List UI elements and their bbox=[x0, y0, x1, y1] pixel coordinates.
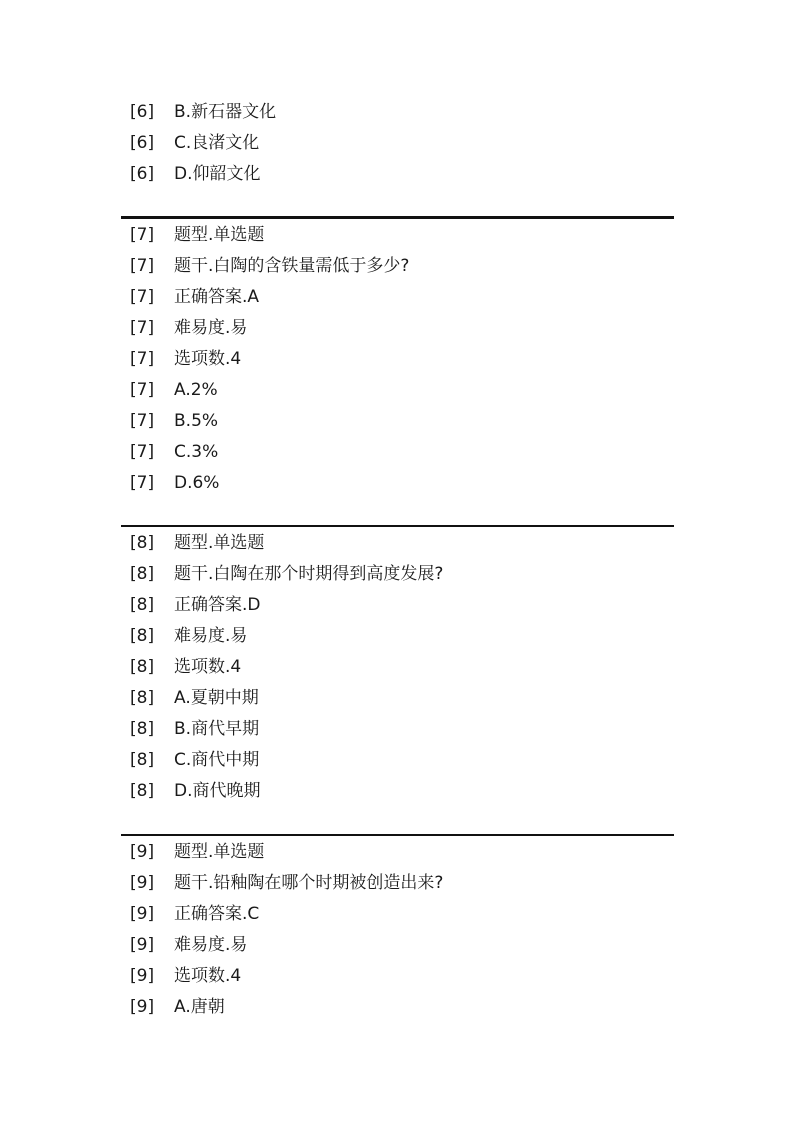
option-text: C.商代中期 bbox=[174, 750, 260, 770]
question-block-7 bbox=[121, 220, 674, 499]
option-row bbox=[121, 992, 674, 1023]
question-number: [8] bbox=[130, 595, 155, 615]
option-text: A.唐朝 bbox=[174, 997, 225, 1017]
question-block-6 bbox=[121, 97, 674, 190]
option-text: C.3% bbox=[174, 442, 219, 462]
question-number: [8] bbox=[130, 657, 155, 677]
question-type: 题型.单选题 bbox=[174, 842, 265, 862]
option-text: D.商代晚期 bbox=[174, 781, 261, 801]
correct-answer-row bbox=[121, 282, 674, 313]
question-stem-row bbox=[121, 251, 674, 282]
option-row bbox=[121, 714, 674, 745]
question-number: [7] bbox=[130, 287, 155, 307]
correct-answer-row bbox=[121, 590, 674, 621]
option-row bbox=[121, 776, 674, 807]
option-text: C.良渚文化 bbox=[174, 133, 260, 153]
correct-answer: 正确答案.A bbox=[174, 287, 260, 307]
option-row bbox=[121, 406, 674, 437]
option-row bbox=[121, 683, 674, 714]
question-type-row bbox=[121, 837, 674, 868]
question-type: 题型.单选题 bbox=[174, 225, 265, 245]
correct-answer: 正确答案.C bbox=[174, 904, 260, 924]
question-block-9 bbox=[121, 837, 674, 1023]
question-number: [7] bbox=[130, 380, 155, 400]
question-stem-row bbox=[121, 868, 674, 899]
difficulty-row bbox=[121, 313, 674, 344]
question-type-row bbox=[121, 220, 674, 251]
difficulty-row bbox=[121, 621, 674, 652]
option-count-row bbox=[121, 652, 674, 683]
question-number: [7] bbox=[130, 442, 155, 462]
question-number: [6] bbox=[130, 133, 155, 153]
option-row bbox=[121, 159, 674, 190]
option-text: B.新石器文化 bbox=[174, 102, 277, 122]
option-row bbox=[121, 97, 674, 128]
correct-answer: 正确答案.D bbox=[174, 595, 261, 615]
question-number: [8] bbox=[130, 719, 155, 739]
section-divider bbox=[121, 525, 674, 527]
question-number: [7] bbox=[130, 318, 155, 338]
option-count: 选项数.4 bbox=[174, 657, 242, 677]
option-count: 选项数.4 bbox=[174, 966, 242, 986]
question-number: [6] bbox=[130, 102, 155, 122]
option-count: 选项数.4 bbox=[174, 349, 242, 369]
question-stem-row bbox=[121, 559, 674, 590]
option-count-row bbox=[121, 961, 674, 992]
section-divider bbox=[121, 834, 674, 836]
question-number: [7] bbox=[130, 349, 155, 369]
difficulty-row bbox=[121, 930, 674, 961]
option-text: A.夏朝中期 bbox=[174, 688, 259, 708]
question-number: [8] bbox=[130, 564, 155, 584]
option-row bbox=[121, 128, 674, 159]
question-number: [9] bbox=[130, 935, 155, 955]
question-number: [7] bbox=[130, 256, 155, 276]
question-number: [8] bbox=[130, 688, 155, 708]
question-number: [9] bbox=[130, 997, 155, 1017]
question-number: [6] bbox=[130, 164, 155, 184]
question-number: [8] bbox=[130, 781, 155, 801]
question-number: [8] bbox=[130, 626, 155, 646]
question-number: [9] bbox=[130, 873, 155, 893]
question-type-row bbox=[121, 528, 674, 559]
difficulty: 难易度.易 bbox=[174, 935, 248, 955]
question-stem: 题干.铅釉陶在哪个时期被创造出来? bbox=[174, 873, 444, 893]
question-number: [7] bbox=[130, 473, 155, 493]
question-number: [9] bbox=[130, 842, 155, 862]
correct-answer-row bbox=[121, 899, 674, 930]
question-number: [8] bbox=[130, 533, 155, 553]
option-row bbox=[121, 437, 674, 468]
question-stem: 题干.白陶在那个时期得到高度发展? bbox=[174, 564, 444, 584]
option-row bbox=[121, 375, 674, 406]
difficulty: 难易度.易 bbox=[174, 318, 248, 338]
option-text: D.6% bbox=[174, 473, 220, 493]
option-text: B.5% bbox=[174, 411, 219, 431]
question-type: 题型.单选题 bbox=[174, 533, 265, 553]
question-number: [9] bbox=[130, 904, 155, 924]
option-row bbox=[121, 745, 674, 776]
option-text: B.商代早期 bbox=[174, 719, 260, 739]
question-number: [7] bbox=[130, 225, 155, 245]
option-text: A.2% bbox=[174, 380, 218, 400]
question-number: [8] bbox=[130, 750, 155, 770]
question-stem: 题干.白陶的含铁量需低于多少? bbox=[174, 256, 410, 276]
difficulty: 难易度.易 bbox=[174, 626, 248, 646]
section-divider bbox=[121, 216, 674, 219]
question-block-8 bbox=[121, 528, 674, 807]
option-text: D.仰韶文化 bbox=[174, 164, 261, 184]
question-number: [9] bbox=[130, 966, 155, 986]
question-number: [7] bbox=[130, 411, 155, 431]
option-row bbox=[121, 468, 674, 499]
option-count-row bbox=[121, 344, 674, 375]
